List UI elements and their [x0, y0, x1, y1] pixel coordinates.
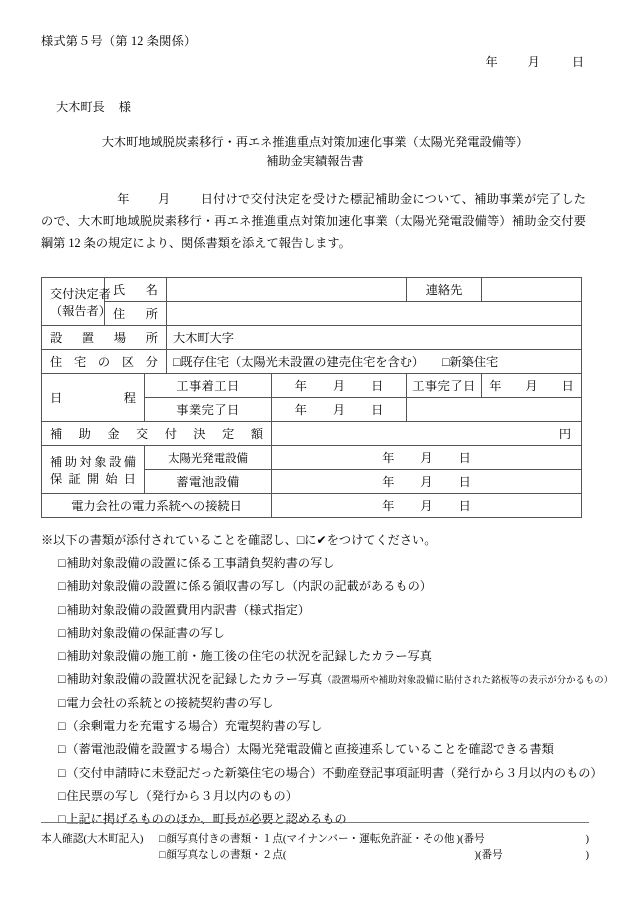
applicant-label-line2: （報告者）	[50, 303, 111, 318]
identity-verification-label: 本人確認(大木町記入)	[41, 834, 144, 845]
header-date-line	[485, 53, 584, 70]
warranty-label-line1: 補助対象設備	[50, 454, 136, 469]
checklist-note: ※以下の書類が添付されていることを確認し、□に✔をつけてください。	[41, 533, 437, 547]
housing-option-new-checkbox[interactable]: □新築住宅	[442, 355, 499, 369]
contact-value-field[interactable]	[482, 278, 582, 302]
addressee-honorific: 様	[118, 100, 131, 114]
project-end-year: 年	[294, 403, 307, 417]
solar-warranty-day: 日	[458, 451, 471, 465]
project-end-date-field[interactable]	[272, 398, 407, 422]
grid-connection-month: 月	[420, 499, 433, 513]
list-item-label: （余剰電力を充電する場合）充電契約書の写し	[66, 719, 323, 734]
list-item-label: （蓄電池設備を設置する場合）太陽光発電設備と直接連系していることを確認できる書類	[66, 742, 554, 757]
table-row-solar-warranty	[42, 446, 582, 470]
list-item-label: 補助対象設備の設置状況を記録したカラー写真	[66, 672, 323, 687]
list-item[interactable]	[58, 809, 588, 832]
header-date-month: 月	[527, 55, 540, 69]
name-label: 氏 名	[105, 278, 167, 302]
list-item[interactable]	[58, 576, 588, 599]
report-main-table	[41, 277, 582, 518]
grid-connection-date-field[interactable]	[272, 494, 582, 518]
warranty-label-line2: 保証開始日	[50, 471, 136, 486]
grant-amount-unit: 円	[558, 427, 572, 441]
list-item-label: 補助対象設備の保証書の写し	[66, 625, 225, 640]
identity-doc-without-photo-label: 顔写真なしの書類・２点(	[166, 850, 287, 861]
construction-end-month: 月	[525, 379, 538, 393]
checkbox-icon[interactable]: □	[58, 719, 66, 734]
checkbox-icon[interactable]: □	[58, 812, 66, 827]
solar-warranty-month: 月	[420, 451, 433, 465]
housing-option-existing-checkbox[interactable]: □既存住宅（太陽光未設置の建売住宅を含む）	[173, 355, 425, 369]
construction-start-year: 年	[294, 379, 307, 393]
address-value-field[interactable]	[167, 302, 582, 326]
list-item-label: 補助対象設備の設置費用内訳書（様式指定）	[66, 602, 311, 617]
checkbox-icon[interactable]: □	[159, 834, 166, 845]
checkbox-icon[interactable]: □	[58, 649, 66, 664]
identity-verification-section	[41, 832, 589, 864]
list-item-label: （交付申請時に未登記だった新築住宅の場合）不動産登記事項証明書（発行から３月以内のもの）	[66, 765, 603, 780]
site-value-field[interactable]: 大木町大字	[167, 326, 582, 350]
list-item[interactable]	[58, 623, 588, 646]
body-month: 月	[157, 192, 171, 206]
checkbox-icon[interactable]: □	[58, 788, 66, 803]
battery-warranty-date-field[interactable]	[272, 470, 582, 494]
body-text: 日付けで交付決定を受けた標記補助金について、補助事業が完了したので、大木町地域脱炭素移行・再エネ推進重点対策加速化事業（太陽光発電設備等）補助金交付要綱第 12 条の規定により、関係書類を添えて報告します。	[41, 192, 586, 250]
applicant-label	[42, 278, 111, 326]
list-item[interactable]	[58, 646, 588, 669]
contact-label: 連絡先	[407, 278, 482, 302]
identity-doc-without-photo-number-label: )(番号	[474, 850, 503, 861]
construction-start-date-field[interactable]	[272, 374, 407, 398]
identity-doc-with-photo-row[interactable]	[159, 832, 589, 848]
body-paragraph	[41, 188, 586, 254]
identity-doc-with-photo-options: マイナンバー・運転免許証・その他	[286, 834, 455, 845]
footer-divider	[41, 822, 589, 823]
list-item[interactable]	[58, 716, 588, 739]
grant-amount-field[interactable]	[272, 422, 582, 446]
battery-equipment-label: 蓄電池設備	[145, 470, 272, 494]
list-item-label: 補助対象設備の設置に係る領収書の写し（内訳の記載があるもの）	[66, 579, 432, 594]
identity-doc-without-photo-row[interactable]	[159, 848, 589, 864]
solar-warranty-year: 年	[382, 451, 395, 465]
checkbox-icon[interactable]: □	[159, 850, 166, 861]
list-item-label: 上記に掲げるもののほか、町長が必要と認めるもの	[66, 812, 347, 827]
identity-doc-with-photo-label: 顔写真付きの書類・１点(	[166, 834, 287, 845]
identity-verification-lines	[159, 832, 589, 864]
list-item-label: 電力会社の系統との接続契約書の写し	[66, 695, 274, 710]
solar-equipment-label: 太陽光発電設備	[145, 446, 272, 470]
battery-warranty-year: 年	[382, 475, 395, 489]
checkbox-icon[interactable]: □	[58, 742, 66, 757]
applicant-label-line1: 交付決定者	[50, 286, 111, 301]
construction-end-date-field[interactable]	[482, 374, 582, 398]
project-end-month: 月	[332, 403, 346, 417]
construction-start-label: 工事着工日	[145, 374, 272, 398]
table-row-construction-dates	[42, 374, 582, 398]
checkbox-icon[interactable]: □	[58, 579, 66, 594]
header-date-day: 日	[571, 55, 584, 69]
list-item[interactable]	[58, 693, 588, 716]
addressee	[56, 98, 131, 115]
checkbox-icon[interactable]: □	[58, 765, 66, 780]
list-item-note: （設置場所や補助対象設備に貼付された銘板等の表示が分かるもの）	[322, 676, 613, 687]
solar-warranty-date-field[interactable]	[272, 446, 582, 470]
body-year: 年	[117, 192, 130, 206]
construction-end-label: 工事完了日	[407, 374, 482, 398]
document-title	[0, 133, 630, 171]
battery-warranty-day: 日	[458, 475, 471, 489]
list-item-label: 補助対象設備の施工前・施工後の住宅の状況を記録したカラー写真	[66, 649, 432, 664]
grid-connection-label: 電力会社の電力系統への接続日	[42, 494, 272, 518]
construction-start-day: 日	[371, 379, 384, 393]
list-item-label: 住民票の写し（発行から３月以内のもの）	[66, 788, 298, 803]
address-label: 住 所	[105, 302, 167, 326]
document-title-line1: 大木町地域脱炭素移行・再エネ推進重点対策加速化事業（太陽光発電設備等）	[101, 135, 529, 149]
construction-end-year: 年	[489, 379, 502, 393]
housing-type-label: 住宅の区分	[42, 350, 167, 374]
identity-doc-without-photo-number-close: )	[585, 850, 589, 861]
table-row-grid-connection	[42, 494, 582, 518]
name-value-field[interactable]	[167, 278, 407, 302]
table-row-name	[42, 278, 582, 302]
battery-warranty-month: 月	[420, 475, 433, 489]
identity-doc-with-photo-number-close: )	[585, 834, 589, 845]
table-row-address	[42, 302, 582, 326]
list-item[interactable]	[58, 786, 588, 809]
site-label: 設置場所	[42, 326, 167, 350]
checklist	[58, 553, 613, 833]
project-end-day: 日	[371, 403, 384, 417]
warranty-label	[42, 446, 145, 494]
identity-doc-with-photo-number-label: )(番号	[456, 834, 485, 845]
checkbox-icon[interactable]: □	[58, 602, 66, 617]
list-item[interactable]	[58, 553, 588, 576]
list-item[interactable]	[58, 739, 588, 762]
construction-start-month: 月	[332, 379, 346, 393]
list-item[interactable]	[58, 600, 588, 623]
list-item[interactable]	[58, 763, 603, 786]
form-number: 様式第５号（第 12 条関係）	[41, 34, 197, 48]
checkbox-icon[interactable]: □	[58, 672, 66, 687]
checkbox-icon[interactable]: □	[58, 556, 66, 570]
schedule-label: 日 程	[42, 374, 145, 422]
grant-amount-label: 補助金交付決定額	[42, 422, 272, 446]
checkbox-icon[interactable]: □	[58, 625, 66, 640]
table-row-site	[42, 326, 582, 350]
grid-connection-year: 年	[382, 499, 395, 513]
housing-type-options	[167, 350, 582, 374]
checkbox-icon[interactable]: □	[58, 695, 66, 710]
table-row-housing-type	[42, 350, 582, 374]
grid-connection-day: 日	[458, 499, 471, 513]
project-end-label: 事業完了日	[145, 398, 272, 422]
table-row-grant-amount	[42, 422, 582, 446]
addressee-name: 大木町長	[56, 100, 105, 114]
construction-end-day: 日	[561, 379, 574, 393]
list-item[interactable]	[58, 669, 613, 692]
header-date-year: 年	[485, 55, 498, 69]
project-end-empty-cell	[407, 398, 582, 422]
document-title-line2: 補助金実績報告書	[266, 154, 364, 168]
list-item-label: 補助対象設備の設置に係る工事請負契約書の写し	[66, 556, 335, 570]
